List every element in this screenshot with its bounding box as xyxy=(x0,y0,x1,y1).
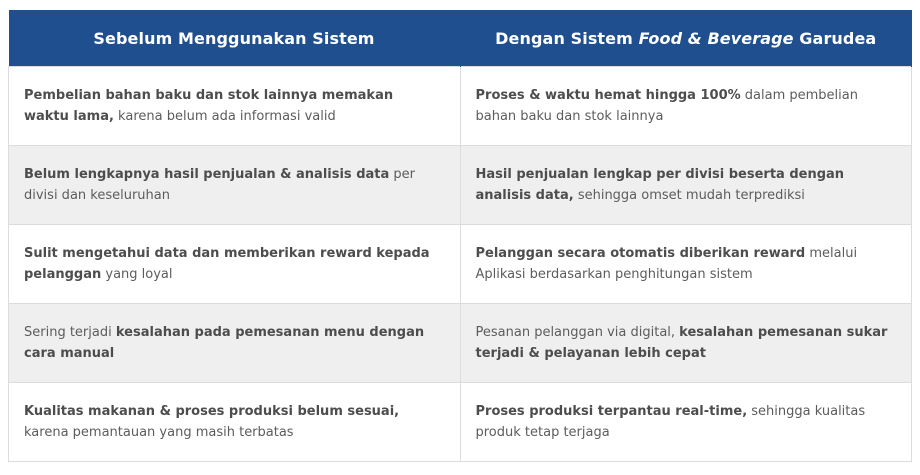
before-text: karena pemantauan yang masih terbatas xyxy=(24,425,294,440)
before-highlight: Kualitas makanan & proses produksi belum sesuai, xyxy=(24,404,400,419)
after-cell xyxy=(460,146,912,225)
before-text: per divisi dan keseluruhan xyxy=(24,167,415,203)
after-cell xyxy=(460,383,912,462)
table-row xyxy=(9,67,912,146)
header-after-italic: Food & Beverage xyxy=(638,28,794,48)
table-row xyxy=(9,304,912,383)
after-highlight: kesalahan pemesanan sukar terjadi & pelayanan lebih cepat xyxy=(475,325,888,361)
after-text: dalam pembelian bahan baku dan stok lainnya xyxy=(475,88,858,124)
header-before-label: Sebelum Menggunakan Sistem xyxy=(93,28,375,48)
before-text: yang loyal xyxy=(101,267,173,282)
header-with-system xyxy=(460,10,912,67)
before-cell xyxy=(9,383,461,462)
after-text: sehingga kualitas produk tetap terjaga xyxy=(475,404,866,440)
before-highlight: Sulit mengetahui data dan memberikan reward kepada pelanggan xyxy=(24,246,430,282)
before-highlight: Belum lengkapnya hasil penjualan & analisis data xyxy=(24,167,390,182)
after-cell xyxy=(460,304,912,383)
comparison-table-container xyxy=(8,10,912,462)
after-highlight: Proses & waktu hemat hingga 100% xyxy=(475,88,741,103)
comparison-table xyxy=(8,10,912,462)
table-row xyxy=(9,383,912,462)
before-text: Sering terjadi xyxy=(24,325,116,340)
after-highlight: Hasil penjualan lengkap per divisi beserta dengan analisis data, xyxy=(475,167,845,203)
table-row xyxy=(9,225,912,304)
after-highlight: Proses produksi terpantau real-time, xyxy=(475,404,748,419)
header-after-prefix: Dengan Sistem xyxy=(495,28,639,48)
header-before-system xyxy=(9,10,461,67)
after-text: melalui Aplikasi berdasarkan penghitungan sistem xyxy=(475,246,858,282)
after-text: sehingga omset mudah terprediksi xyxy=(573,188,805,203)
before-cell xyxy=(9,304,461,383)
header-row xyxy=(9,10,912,67)
table-row xyxy=(9,146,912,225)
after-cell xyxy=(460,67,912,146)
after-cell xyxy=(460,225,912,304)
after-highlight: Pelanggan secara otomatis diberikan reward xyxy=(475,246,806,261)
before-highlight: Pembelian bahan baku dan stok lainnya memakan waktu lama, xyxy=(24,88,394,124)
before-cell xyxy=(9,67,461,146)
before-cell xyxy=(9,146,461,225)
before-text: karena belum ada informasi valid xyxy=(113,109,336,124)
after-text: Pesanan pelanggan via digital, xyxy=(475,325,680,340)
header-after-suffix: Garudea xyxy=(793,28,877,48)
before-cell xyxy=(9,225,461,304)
before-highlight: kesalahan pada pemesanan menu dengan cara manual xyxy=(24,325,425,361)
